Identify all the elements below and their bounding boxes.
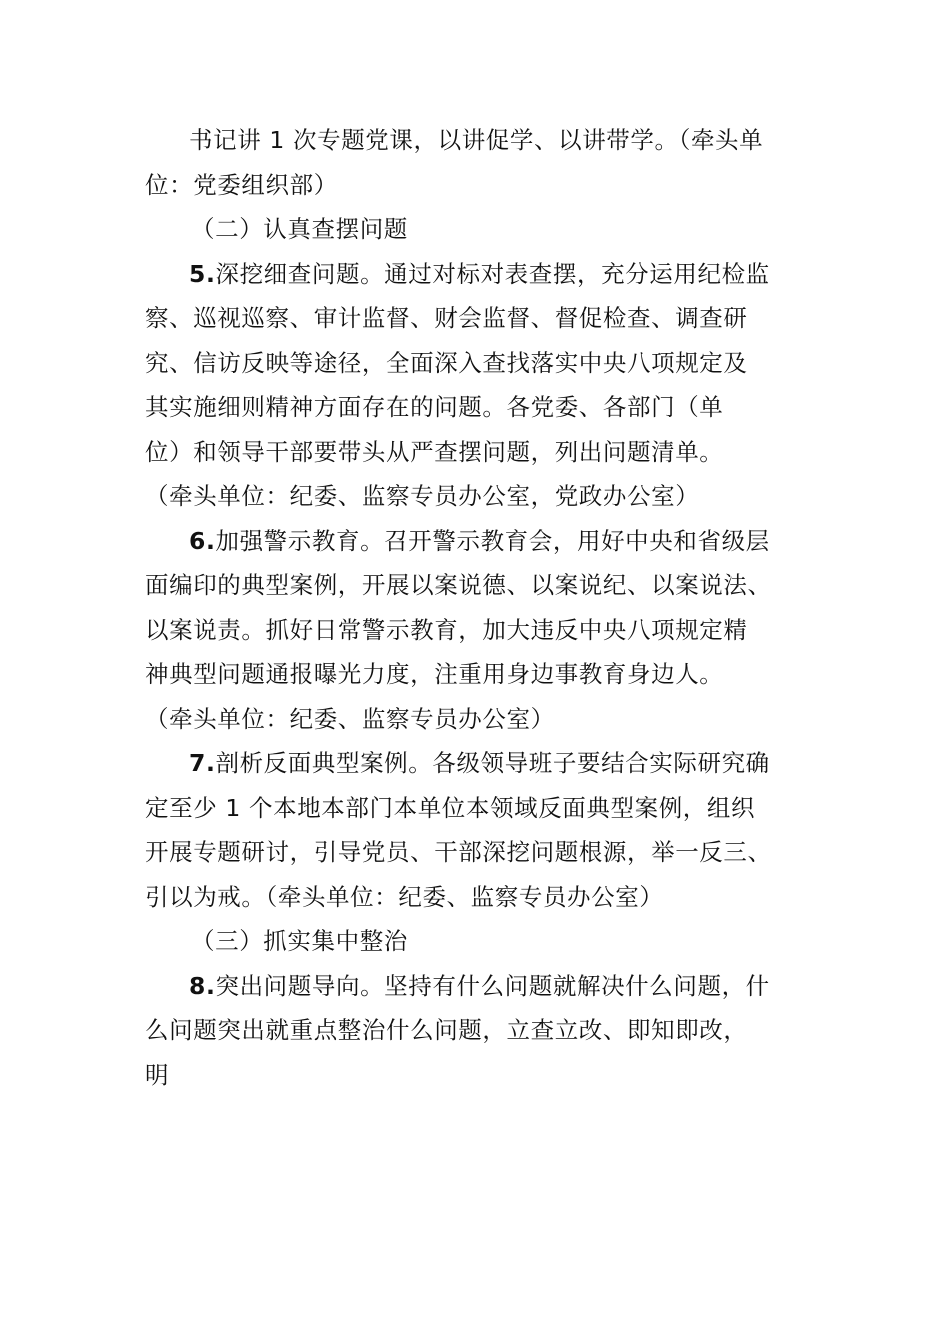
text-line xyxy=(145,830,805,875)
text-line xyxy=(145,207,805,252)
line-text: 定至少 1 个本地本部门本单位本领域反面典型案例，组织 xyxy=(145,793,756,822)
text-line xyxy=(145,741,805,786)
text-line xyxy=(145,697,805,742)
line-text: 位）和领导干部要带头从严查摆问题，列出问题清单。 xyxy=(145,437,724,466)
text-line xyxy=(145,1008,805,1053)
text-line xyxy=(145,163,805,208)
text-line xyxy=(145,430,805,475)
line-text: 书记讲 1 次专题党课，以讲促学、以讲带学。（牵头单 xyxy=(189,126,764,154)
text-line xyxy=(145,385,805,430)
text-line xyxy=(145,118,805,163)
line-text: （牵头单位：纪委、监察专员办公室，党政办公室） xyxy=(145,482,700,510)
line-text: 其实施细则精神方面存在的问题。各党委、各部门（单 xyxy=(145,393,724,421)
item-number: 6. xyxy=(189,526,216,555)
line-text: 面编印的典型案例，开展以案说德、以案说纪、以案说法、 xyxy=(145,571,772,599)
document-body xyxy=(145,118,805,1097)
line-text: （牵头单位：纪委、监察专员办公室） xyxy=(145,704,555,733)
text-line xyxy=(145,519,805,564)
item-number: 7. xyxy=(189,749,216,777)
line-text: 明 xyxy=(145,1060,170,1089)
line-text: 加强警示教育。召开警示教育会，用好中央和省级层 xyxy=(215,526,770,555)
text-line xyxy=(145,608,805,653)
line-text: 么问题突出就重点整治什么问题，立查立改、即知即改， xyxy=(145,1016,748,1044)
line-text: （三）抓实集中整治 xyxy=(191,927,408,955)
text-line xyxy=(145,341,805,386)
line-text: 神典型问题通报曝光力度，注重用身边事教育身边人。 xyxy=(145,660,724,688)
text-line xyxy=(145,919,805,964)
line-text: 突出问题导向。坚持有什么问题就解决什么问题，什 xyxy=(215,971,770,1000)
line-text: 引以为戒。（牵头单位：纪委、监察专员办公室） xyxy=(145,882,664,911)
text-line xyxy=(145,964,805,1009)
line-text: 察、巡视巡察、审计监督、财会监督、督促检查、调查研 xyxy=(145,304,748,332)
line-text: 究、信访反映等途径，全面深入查找落实中央八项规定及 xyxy=(145,348,748,377)
line-text: 位：党委组织部） xyxy=(145,170,338,199)
line-text: 深挖细查问题。通过对标对表查摆，充分运用纪检监 xyxy=(215,259,770,288)
text-line xyxy=(145,652,805,697)
line-text: （二）认真查摆问题 xyxy=(191,215,408,243)
text-line xyxy=(145,563,805,608)
item-number: 5. xyxy=(189,259,216,288)
text-line xyxy=(145,296,805,341)
text-line xyxy=(145,252,805,297)
line-text: 剖析反面典型案例。各级领导班子要结合实际研究确 xyxy=(215,749,770,777)
item-number: 8. xyxy=(189,971,216,1000)
text-line xyxy=(145,474,805,519)
text-line xyxy=(145,875,805,920)
line-text: 以案说责。抓好日常警示教育，加大违反中央八项规定精 xyxy=(145,615,748,644)
line-text: 开展专题研讨，引导党员、干部深挖问题根源，举一反三、 xyxy=(145,838,772,866)
text-line xyxy=(145,1053,805,1098)
text-line xyxy=(145,786,805,831)
